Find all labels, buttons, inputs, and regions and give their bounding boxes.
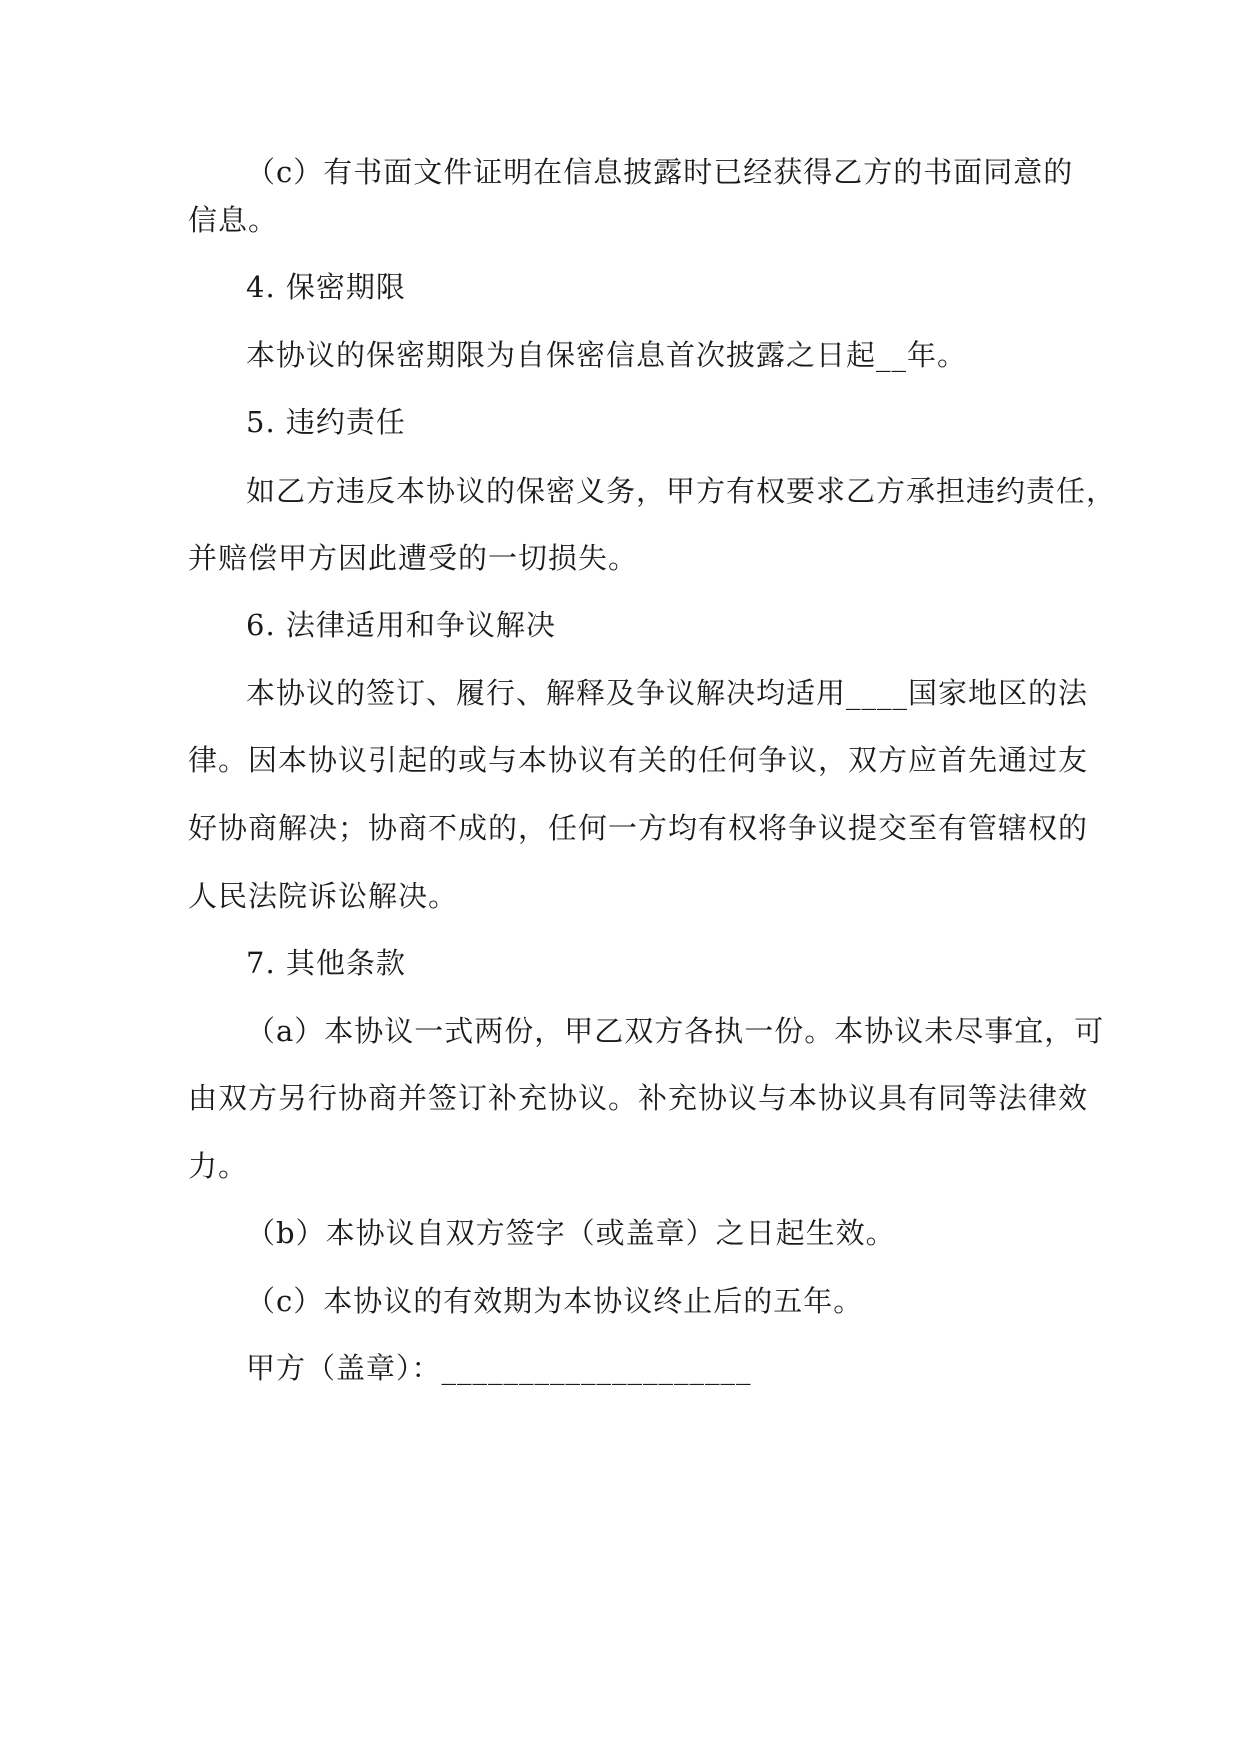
section-6-body-line-4: 人民法院诉讼解决。 bbox=[188, 879, 459, 913]
section-5-body-line-2: 并赔偿甲方因此遭受的一切损失。 bbox=[188, 541, 639, 575]
section-7-heading: 7. 其他条款 bbox=[246, 946, 406, 980]
clause-7a-line-2: 由双方另行协商并签订补充协议。补充协议与本协议具有同等法律效 bbox=[188, 1081, 1089, 1115]
section-6-heading: 6. 法律适用和争议解决 bbox=[246, 608, 556, 642]
section-6-body-line-3: 好协商解决；协商不成的，任何一方均有权将争议提交至有管辖权的 bbox=[188, 811, 1089, 845]
section-6-body-line-2: 律。因本协议引起的或与本协议有关的任何争议，双方应首先通过友 bbox=[188, 743, 1089, 777]
clause-3c-line-1: （c）有书面文件证明在信息披露时已经获得乙方的书面同意的 bbox=[246, 155, 1074, 189]
clause-3c-line-2: 信息。 bbox=[188, 203, 279, 237]
clause-7c: （c）本协议的有效期为本协议终止后的五年。 bbox=[246, 1284, 864, 1318]
clause-7b: （b）本协议自双方签字（或盖章）之日起生效。 bbox=[246, 1216, 896, 1250]
clause-7a-line-1: （a）本协议一式两份，甲乙双方各执一份。本协议未尽事宜，可 bbox=[246, 1014, 1105, 1048]
section-4-body: 本协议的保密期限为自保密信息首次披露之日起__年。 bbox=[246, 338, 968, 372]
section-6-body-line-1: 本协议的签订、履行、解释及争议解决均适用____国家地区的法 bbox=[246, 676, 1089, 710]
party-a-signature-line: 甲方（盖章）：____________________ bbox=[246, 1351, 752, 1385]
section-5-heading: 5. 违约责任 bbox=[246, 405, 406, 439]
section-5-body-line-1: 如乙方违反本协议的保密义务，甲方有权要求乙方承担违约责任， bbox=[246, 474, 1117, 508]
clause-7a-line-3: 力。 bbox=[188, 1149, 249, 1183]
section-4-heading: 4. 保密期限 bbox=[246, 270, 406, 304]
